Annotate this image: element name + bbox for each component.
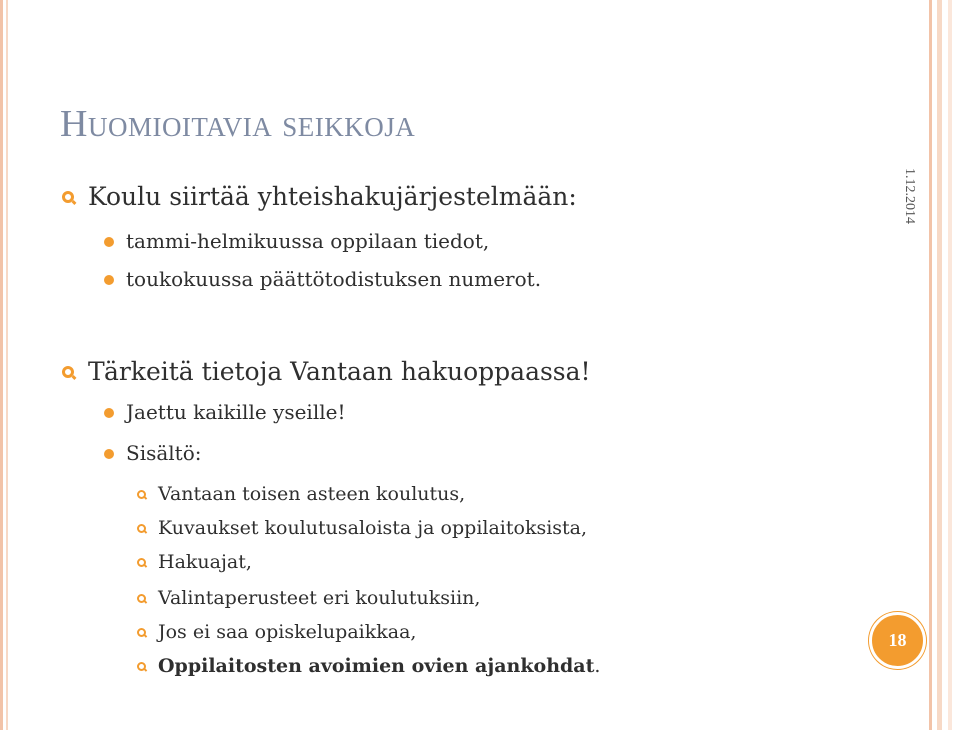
list-item — [126, 265, 541, 293]
sub-list-item — [158, 549, 252, 575]
sub-list-item-text: Valintaperusteet eri koulutuksiin, — [158, 587, 481, 609]
sub-list-item-bold-text: Oppilaitosten avoimien ovien ajankohdat — [158, 655, 595, 677]
right-decor-stripe-mid — [937, 0, 942, 730]
page-number-badge: 18 — [869, 612, 926, 669]
right-decor-stripe — [929, 0, 932, 730]
orange-dot-bullet-icon — [104, 449, 114, 459]
bullet-heading-2 — [88, 356, 591, 388]
bullet-heading-1 — [88, 181, 577, 213]
sub-list-item-suffix: . — [594, 655, 601, 677]
orange-ring-bullet-icon — [62, 366, 74, 378]
sub-list-item — [158, 515, 587, 541]
slide-date: 1.12.2014 — [902, 168, 917, 224]
orange-small-ring-bullet-icon — [137, 628, 146, 637]
list-item — [126, 439, 202, 467]
orange-dot-bullet-icon — [104, 275, 114, 285]
list-item — [126, 398, 346, 426]
list-item-text: toukokuussa päättötodistuksen numerot. — [126, 267, 542, 291]
orange-ring-bullet-icon — [62, 191, 74, 203]
bullet-heading-1-text: Koulu siirtää yhteishakujärjestelmään: — [88, 182, 577, 211]
left-decor-stripe — [0, 0, 3, 730]
bullet-heading-2-text: Tärkeitä tietoja Vantaan hakuoppaassa! — [88, 357, 591, 386]
sub-list-item-text: Kuvaukset koulutusaloista ja oppilaitoksista, — [158, 517, 588, 539]
sub-list-item-text: Jos ei saa opiskelupaikkaa, — [158, 621, 417, 643]
orange-small-ring-bullet-icon — [137, 490, 146, 499]
orange-small-ring-bullet-icon — [137, 594, 146, 603]
orange-dot-bullet-icon — [104, 237, 114, 247]
sub-list-item-last — [158, 653, 600, 679]
orange-dot-bullet-icon — [104, 408, 114, 418]
orange-small-ring-bullet-icon — [137, 524, 146, 533]
sub-list-item-text: Vantaan toisen asteen koulutus, — [158, 483, 466, 505]
list-item-text: Sisältö: — [126, 441, 202, 465]
list-item-text: Jaettu kaikille yseille! — [126, 400, 346, 424]
list-item — [126, 227, 489, 255]
slide-title: Huomioitavia seikkoja — [60, 103, 416, 145]
orange-small-ring-bullet-icon — [137, 558, 146, 567]
sub-list-item — [158, 619, 416, 645]
sub-list-item — [158, 585, 480, 611]
left-decor-stripe-light — [6, 0, 8, 730]
sub-list-item — [158, 481, 465, 507]
orange-small-ring-bullet-icon — [137, 662, 146, 671]
right-decor-stripe-light — [948, 0, 952, 730]
list-item-text: tammi-helmikuussa oppilaan tiedot, — [126, 229, 490, 253]
sub-list-item-text: Hakuajat, — [158, 551, 252, 573]
